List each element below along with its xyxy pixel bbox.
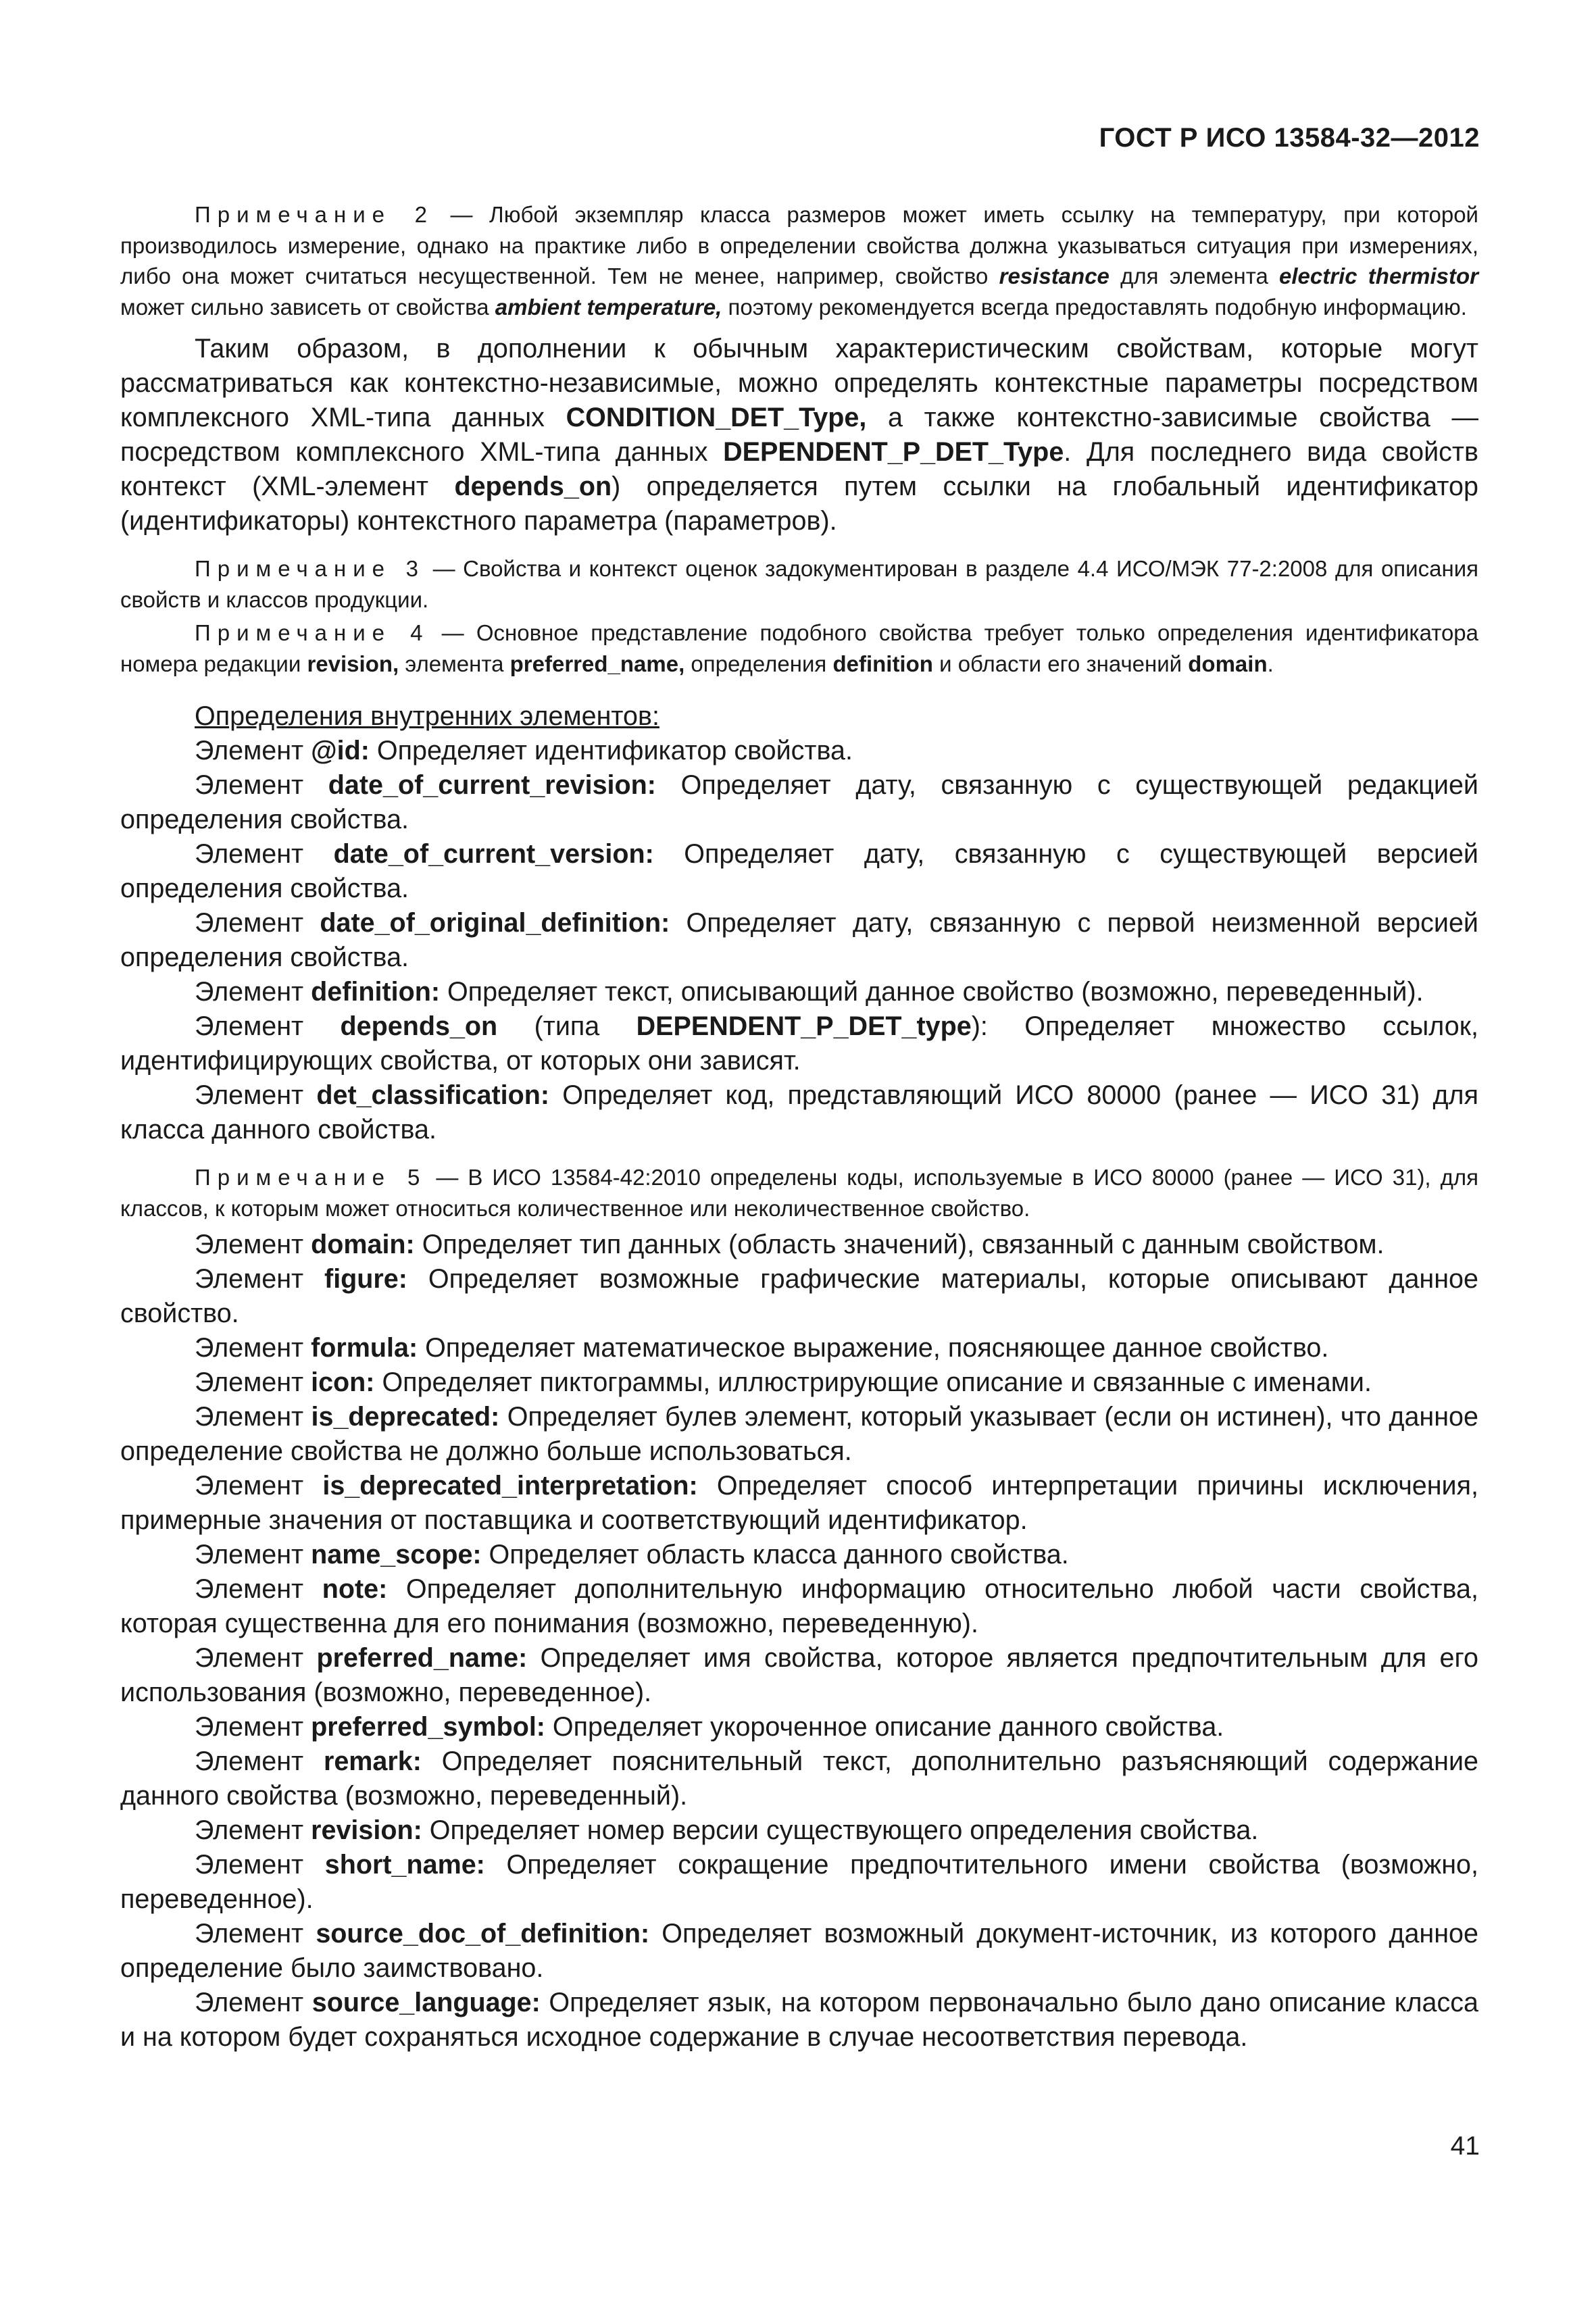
definition-text: Определяет язык, на котором первоначально было дано описание класса и на котором будет сохраняться исходное содержание в случае несоответствия перевода. [120, 1988, 1478, 2052]
element-type: DEPENDENT_P_DET_type [636, 1011, 972, 1041]
definition-item [120, 1744, 1478, 1813]
note-3 [120, 553, 1478, 615]
definition-text: Определяет возможный документ-источник, из которого данное определение было заимствовано. [120, 1919, 1478, 1983]
element-word: Элемент [195, 1011, 304, 1041]
note-text: . [1267, 651, 1274, 676]
note-text: — Основное представление подобного свойства требует только определения идентификатора номера редакции [120, 620, 1479, 676]
term: ambient temperature, [495, 294, 722, 320]
definition-text: Определяет имя свойства, которое является предпочтительным для его использования (возможно, переведенное). [120, 1643, 1478, 1707]
element-name: is_deprecated: [311, 1402, 500, 1432]
term: preferred_name, [509, 651, 685, 676]
definition-item [120, 1848, 1478, 1917]
element-name: definition: [311, 977, 440, 1007]
element-word: Элемент [195, 1230, 304, 1259]
para-text: Таким образом, в дополнении к обычным характеристическим свойствам, которые могут рассматриваться как контекстно-независимые, можно определять контекстные параметры посредством комплексного XML-типа данных [120, 334, 1478, 432]
definition-item [120, 1331, 1478, 1365]
document-header: ГОСТ Р ИСО 13584-32—2012 [1099, 123, 1480, 153]
definition-item [120, 1262, 1478, 1331]
definition-text: Определяет дополнительную информацию относительно любой части свойства, которая существенна для его понимания (возможно, переведенную). [120, 1574, 1478, 1638]
paragraph-context [120, 332, 1478, 538]
definition-item [120, 1641, 1478, 1710]
element-word: Элемент [195, 977, 304, 1007]
definition-text: Определяет математическое выражение, поясняющее данное свойство. [418, 1333, 1329, 1363]
element-name: icon: [311, 1367, 375, 1397]
element-name: note: [322, 1574, 388, 1604]
definition-text: Определяет сокращение предпочтительного имени свойства (возможно, переведенное). [120, 1850, 1478, 1914]
element-word: Элемент [195, 908, 304, 938]
element-word: Элемент [195, 1471, 304, 1501]
note-text: поэтому рекомендуется всегда предоставлять подобную информацию. [722, 294, 1467, 320]
element-word: Элемент [195, 1746, 304, 1776]
note-label: Примечание 4 [195, 620, 430, 645]
page-number: 41 [1450, 2132, 1480, 2161]
definition-item [120, 1400, 1478, 1469]
term: electric thermistor [1279, 263, 1479, 288]
note-text: — В ИСО 13584-42:2010 определены коды, используемые в ИСО 80000 (ранее — ИСО 31), для классов, к которым может относиться количественное или неколичественное свойство. [120, 1165, 1478, 1221]
definition-item [120, 1469, 1478, 1538]
definition-text: ): Определяет множество ссылок, идентифицирующих свойства, от которых они зависят. [120, 1011, 1478, 1076]
term: definition [832, 651, 933, 676]
element-word: Элемент [195, 1333, 304, 1363]
element-name: det_classification: [316, 1080, 549, 1110]
element-name: @id: [311, 736, 370, 765]
definition-text: Определяет способ интерпретации причины исключения, примерные значения от поставщика и соответствующий идентификатор. [120, 1471, 1478, 1535]
element-word: Элемент [195, 1402, 304, 1432]
element-name: domain: [311, 1230, 415, 1259]
element-name: date_of_original_definition: [320, 908, 670, 938]
definition-text: Определяет дату, связанную с первой неизменной версией определения свойства. [120, 908, 1478, 972]
element-word: Элемент [195, 1540, 304, 1569]
term: revision, [307, 651, 399, 676]
definition-item [120, 1572, 1478, 1641]
element-word: Элемент [195, 1850, 304, 1880]
element-name: remark: [323, 1746, 422, 1776]
definition-item [120, 1009, 1478, 1078]
definitions-list-b [120, 1228, 1478, 2055]
note-label: Примечание 5 [195, 1165, 427, 1190]
definitions-heading: Определения внутренних элементов: [195, 701, 659, 731]
element-word: Элемент [195, 1080, 304, 1110]
para-text: а также контекстно-зависимые свойства — посредством комплексного XML-типа данных [120, 403, 1478, 467]
note-label: Примечание 2 [195, 202, 434, 227]
element-name: date_of_current_revision: [328, 770, 656, 800]
note-text: для элемента [1109, 263, 1280, 288]
note-label: Примечание 3 [195, 556, 425, 581]
definition-text: Определяет код, представляющий ИСО 80000 (ранее — ИСО 31) для класса данного свойства. [120, 1080, 1478, 1145]
definition-item [120, 1917, 1478, 1986]
note-2 [120, 199, 1478, 322]
term: depends_on [454, 472, 612, 501]
definition-item [120, 906, 1478, 975]
note-text: определения [684, 651, 833, 676]
para-text: ) определяется путем ссылки на глобальный идентификатор (идентификаторы) контекстного параметра (параметров). [120, 472, 1478, 536]
definition-text: (типа [497, 1011, 637, 1041]
term: domain [1188, 651, 1268, 676]
definition-item [120, 837, 1478, 906]
definition-text: Определяет пояснительный текст, дополнительно разъясняющий содержание данного свойства (возможно, переведенный). [120, 1746, 1478, 1811]
note-text: — Свойства и контекст оценок задокументирован в разделе 4.4 ИСО/МЭК 77-2:2008 для описания свойств и классов продукции. [120, 556, 1478, 612]
note-text: и области его значений [932, 651, 1189, 676]
definition-item [120, 1710, 1478, 1744]
element-name: figure: [324, 1264, 407, 1294]
definition-text: Определяет возможные графические материалы, которые описывают данное свойство. [120, 1264, 1478, 1328]
definition-item [120, 1365, 1478, 1400]
definition-item [120, 1538, 1478, 1572]
definition-text: Определяет номер версии существующего определения свойства. [422, 1815, 1259, 1845]
definition-item [120, 1078, 1478, 1147]
definition-text: Определяет тип данных (область значений), связанный с данным свойством. [414, 1230, 1385, 1259]
definition-text: Определяет текст, описывающий данное свойство (возможно, переведенный). [439, 977, 1424, 1007]
element-word: Элемент [195, 1988, 304, 2017]
element-name: preferred_name: [316, 1643, 528, 1673]
element-word: Элемент [195, 1264, 304, 1294]
note-text: элемента [399, 651, 510, 676]
element-word: Элемент [195, 839, 304, 869]
element-name: name_scope: [311, 1540, 482, 1569]
element-word: Элемент [195, 1367, 304, 1397]
element-name: depends_on [340, 1011, 498, 1041]
definition-item [120, 734, 1478, 768]
definition-text: Определяет пиктограммы, иллюстрирующие описание и связанные с именами. [374, 1367, 1372, 1397]
definition-item [120, 768, 1478, 837]
element-word: Элемент [195, 1815, 304, 1845]
element-name: source_language: [311, 1988, 541, 2017]
element-word: Элемент [195, 736, 304, 765]
note-5 [120, 1162, 1478, 1224]
note-text: может сильно зависеть от свойства [120, 294, 495, 320]
element-word: Элемент [195, 770, 304, 800]
definition-item [120, 975, 1478, 1009]
para-text: . Для последнего вида свойств контекст (XML-элемент [120, 437, 1478, 501]
definition-item [120, 1986, 1478, 2055]
definition-text: Определяет дату, связанную с существующей версией определения свойства. [120, 839, 1478, 903]
term: DEPENDENT_P_DET_Type [723, 437, 1064, 467]
term: CONDITION_DET_Type, [566, 403, 867, 432]
element-word: Элемент [195, 1574, 304, 1604]
element-word: Элемент [195, 1643, 304, 1673]
element-name: source_doc_of_definition: [316, 1919, 650, 1948]
element-name: date_of_current_version: [333, 839, 654, 869]
note-4 [120, 618, 1478, 679]
definition-item [120, 1228, 1478, 1262]
element-name: formula: [311, 1333, 418, 1363]
element-name: short_name: [324, 1850, 485, 1880]
page-content [120, 199, 1478, 2055]
definition-item [120, 1813, 1478, 1848]
element-name: preferred_symbol: [311, 1712, 545, 1742]
definition-text: Определяет идентификатор свойства. [369, 736, 853, 765]
note-text: — Любой экземпляр класса размеров может иметь ссылку на температуру, при которой производилось измерение, однако на практике либо в определении свойства должна указываться ситуация при измерениях, либо она может считаться несущественной. Тем не менее, например, свойство [120, 202, 1478, 288]
definitions-list-a [120, 734, 1478, 1147]
definition-text: Определяет булев элемент, который указывает (если он истинен), что данное определение свойства не должно больше использоваться. [120, 1402, 1478, 1466]
element-name: is_deprecated_interpretation: [322, 1471, 698, 1501]
definition-text: Определяет укороченное описание данного свойства. [545, 1712, 1224, 1742]
element-word: Элемент [195, 1919, 304, 1948]
element-word: Элемент [195, 1712, 304, 1742]
definition-text: Определяет область класса данного свойства. [481, 1540, 1069, 1569]
definition-text: Определяет дату, связанную с существующей редакцией определения свойства. [120, 770, 1478, 834]
element-name: revision: [311, 1815, 422, 1845]
term: resistance [999, 263, 1109, 288]
